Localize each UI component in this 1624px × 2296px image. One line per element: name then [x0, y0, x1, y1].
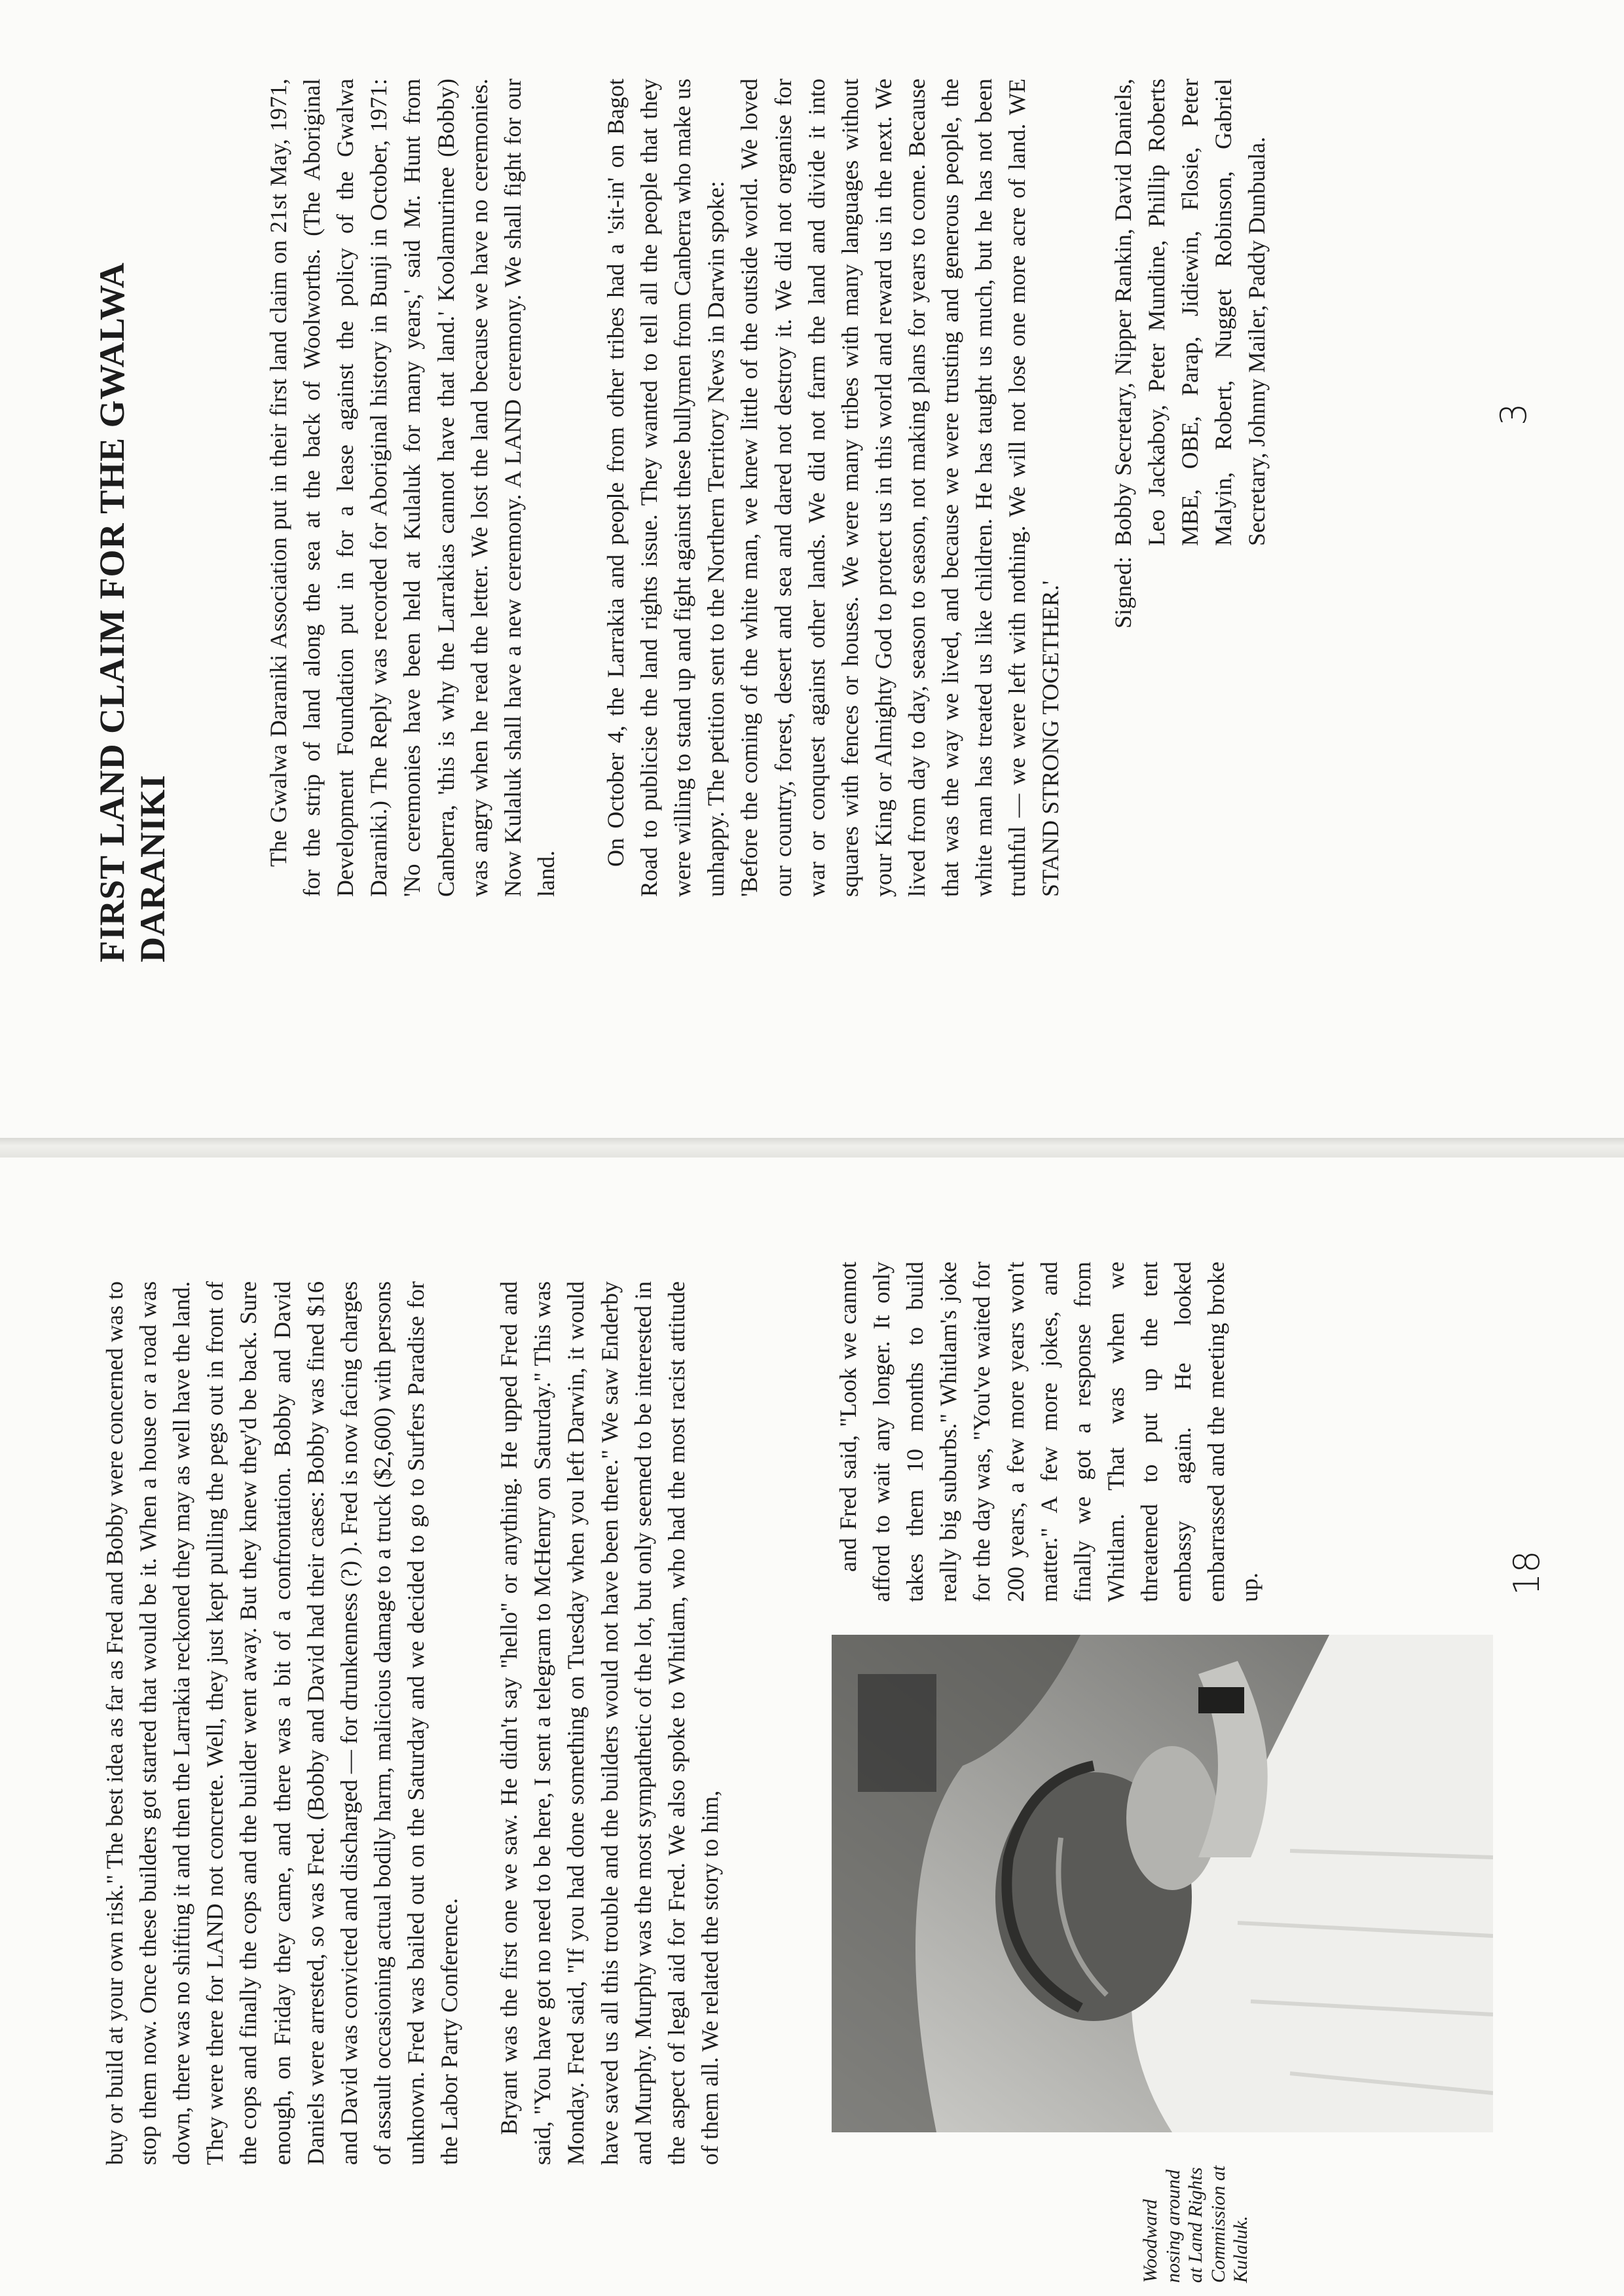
paragraph: Bryant was the first one we saw. He didn't say "hello" or anything. He upped Fred and said, "You have got no need to be here, I sent a telegram to McHenry on Saturday." This was Monday. Fred said, "If you had done something on Tuesday when you left Darwin, it would have saved us all this trouble and the builders would not have been there." We saw Enderby and Murphy. Murphy was the most sympathetic of the lot, but only seemed to be interested in the aspect of legal aid for Fred. We also spoke to Whitlam, who had the most racist attitude of them all. We related the story to him, — [496, 1281, 723, 2165]
man-bending-over-photo — [832, 1635, 1493, 2132]
paragraph: On October 4, the Larrakia and people from other tribes had a 'sit-in' on Bagot Road to publicise the land rights issue. They wanted to tell all the people that they were willing to stand up and fight against these bullymen from Canberra who make us unhappy. The petition sent to the Northern Territory News in Darwin spoke: — [602, 79, 729, 897]
article-body-continued — [832, 1262, 1266, 1602]
article-body — [262, 79, 1104, 897]
page-3 — [0, 0, 1624, 1113]
page-number: 18 — [1506, 1550, 1547, 1595]
article-title: FIRST LAND CLAIM FOR THE GWALWA DARANIKI — [92, 264, 172, 962]
article-body — [98, 1281, 753, 2165]
signed-names: Bobby Secretary, Nipper Rankin, David Daniels, Leo Jackaboy, Peter Mundine, Phillip Roberts MBE, OBE, Parap, Jidiewin, Flosie, Peter Malyin, Robert, Nugget Robinson, Gabriel Secretary, Johnny Mailer, Paddy Dunbuala. — [1110, 79, 1270, 546]
signed-label: Signed: — [1110, 556, 1136, 629]
page-18 — [0, 1150, 1624, 2296]
signatures — [1107, 79, 1274, 629]
petition-quote: 'Before the coming of the white man, we knew little of the outside world. We loved our country, forest, desert and sea and dared not destroy it. We did not organise for war or conquest against other lands. We did not farm the land and divide it into squares with fences or houses. We were many tribes with many languages without your King or Almighty God to protect us in this world and reward us in the next. We lived from day to day, season to season, not making plans for years to come. Because that was the way we lived, and because we were trusting and generous people, the white man has treated us like children. He has taught us much, but he has not been truthful — we were left with nothing. We will not lose one more acre of land. WE STAND STRONG TOGETHER.' — [736, 79, 1064, 897]
photo-caption: Woodward nosing around at Land Rights Commission at Kulaluk. — [1139, 2165, 1251, 2283]
paragraph: buy or build at your own risk." The best idea as far as Fred and Bobby were concerned was to stop them now. Once these builders got started that would be it. When a house or a road was down, there was no shifting it and then the Larrakia reckoned they may as well have the land. They were there for LAND not concrete. Well, they just kept pulling the pegs out in front of the cops and finally the cops and the builder went away. But they knew they'd be back. Sure enough, on Friday they came, and there was a bit of a confrontation. Bobby and David Daniels were arrested, so was Fred. (Bobby and David had their cases: Bobby was fined $16 and David was convicted and discharged — for drunkenness (?) ). Fred is now facing charges of assault occasioning actual bodily harm, malicious damage to a truck ($2,600) with persons unknown. Fred was bailed out on the Saturday and we decided to go to Surfers Paradise for the Labor Party Conference. — [101, 1281, 463, 2165]
page-number: 3 — [1493, 403, 1534, 426]
photo-illustration — [832, 1635, 1493, 2132]
paragraph: The Gwalwa Daraniki Association put in their first land claim on 21st May, 1971, for the strip of land along the sea at the back of Woolworths. (The Aboriginal Development Foundation put in for a lease against the policy of the Gwalwa Daraniki.) The Reply was recorded for Aboriginal history in Bunji in October, 1971: 'No ceremonies have been held at Kulaluk for many years,' said Mr. Hunt from Canberra, 'this is why the Larrakias cannot have that land.' Koolamurinee (Bobby) was angry when he read the letter. We lost the land because we have no ceremonies. Now Kulaluk shall have a new ceremony. A LAND ceremony. We shall fight for our land. — [265, 79, 559, 897]
paragraph: and Fred said, "Look we cannot afford to wait any longer. It only takes them 10 months to build really big suburbs." Whitlam's joke for the day was, "You've waited for 200 years, a few more years won't matter." A few more jokes, and finally we got a response from Whitlam. That was when we threatened to put up the tent embassy again. He looked embarrassed and the meeting broke up. — [835, 1262, 1263, 1602]
